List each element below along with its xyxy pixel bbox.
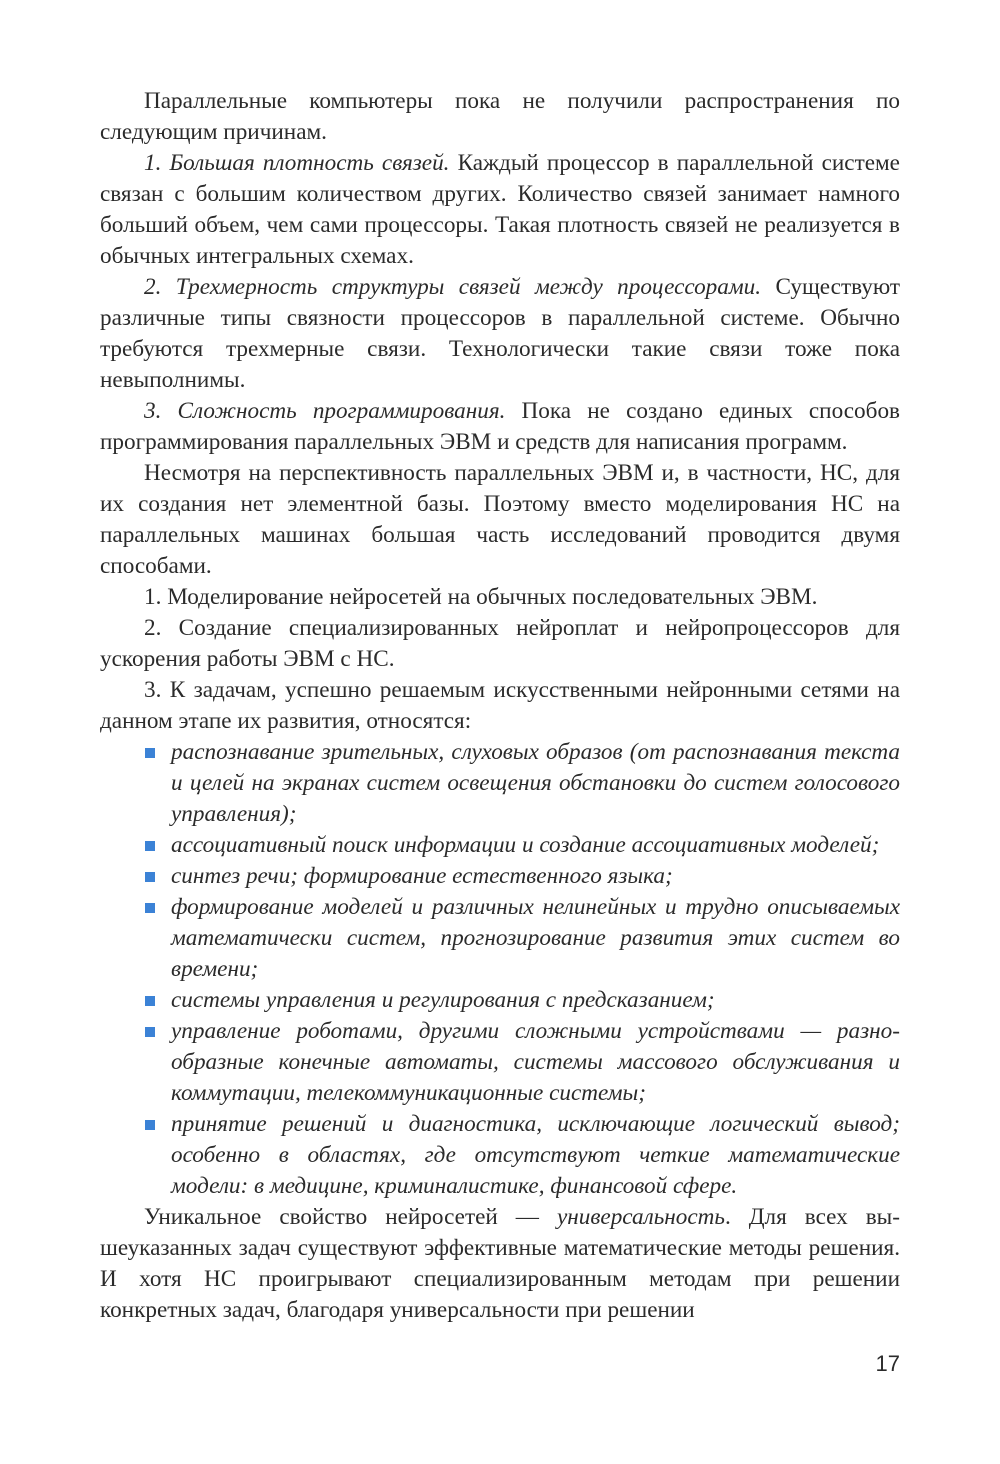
paragraph-element-base: Несмотря на перспективность параллельных ЭВМ и, в частности, НС, для их создания нет элементной базы. Поэтому вместо моделирования НС на параллельных машинах большая часть исследований проводится двумя способами. bbox=[100, 460, 900, 579]
paragraph-reason-2: 2. Трехмерность структуры связей между процессорами. Существуют различные типы связности процессоров в параллельной системе. Обычно требуются трехмерные связи. Технологически такие связи тоже пока невыполнимы. bbox=[100, 274, 900, 393]
paragraph-method-2: 2. Создание специализированных нейроплат и нейропроцессоров для ускорения работы ЭВМ с НС. bbox=[100, 615, 900, 672]
universality-term: универсальность bbox=[556, 1204, 725, 1230]
list-item: формирование моделей и различных нелинейных и трудно описываемых математически систем, прогнозирование развития этих систем во времени; bbox=[100, 892, 900, 985]
reason-3-title: 3. Сложность программирования. bbox=[144, 398, 506, 424]
paragraph-reason-1: 1. Большая плотность связей. Каждый процессор в параллельной системе связан с большим количеством других. Количество связей занимает намного больший объем, чем сами процессоры. Такая плотность связей не реализуется в обычных интегральных схемах. bbox=[100, 150, 900, 269]
bullet-square-icon bbox=[145, 872, 155, 882]
paragraph-tasks-intro: 3. К задачам, успешно решаемым искусственными нейронными сетями на данном этапе их развития, относятся: bbox=[100, 677, 900, 734]
bullet-square-icon bbox=[145, 748, 155, 758]
paragraph-intro: Параллельные компьютеры пока не получили распространения по следующим причинам. bbox=[100, 88, 900, 145]
paragraph-method-1: 1. Моделирование нейросетей на обычных последовательных ЭВМ. bbox=[144, 584, 818, 610]
tasks-list bbox=[100, 737, 900, 1202]
reason-2-title: 2. Трехмерность структуры связей между процессорами. bbox=[144, 274, 762, 300]
bullet-square-icon bbox=[145, 996, 155, 1006]
paragraph-reason-3: 3. Сложность программирования. Пока не создано единых способов программирования параллельных ЭВМ и средств для написания программ. bbox=[100, 398, 900, 455]
bullet-square-icon bbox=[145, 903, 155, 913]
paragraph-universality: Уникальное свойство нейросетей — универсальность. Для всех вышеуказанных задач существуют эффективные математические методы решения. И хотя НС проигрывают специализированным методам при решении конкретных задач, благодаря универсальности при решении bbox=[100, 1204, 900, 1323]
page-body bbox=[100, 86, 900, 1326]
list-item: ассоциативный поиск информации и создание ассоциативных моделей; bbox=[100, 830, 900, 861]
list-item: принятие решений и диагностика, исключающие логический вывод; особенно в областях, где отсутствуют четкие математические модели: в медицине, криминалистике, финансовой сфере. bbox=[100, 1109, 900, 1202]
reason-1-title: 1. Большая плотность связей. bbox=[144, 150, 450, 176]
list-item: синтез речи; формирование естественного языка; bbox=[100, 861, 900, 892]
list-item: системы управления и регулирования с предсказанием; bbox=[100, 985, 900, 1016]
list-item: распознавание зрительных, слуховых образов (от распознавания текста и целей на экранах систем освещения обстановки до систем голосового управления); bbox=[100, 737, 900, 830]
page-number: 17 bbox=[875, 1351, 900, 1376]
bullet-square-icon bbox=[145, 1027, 155, 1037]
bullet-square-icon bbox=[145, 841, 155, 851]
list-item: управление роботами, другими сложными устройствами — разнообразные конечные автоматы, системы массового обслуживания и коммутации, телекоммуникационные системы; bbox=[100, 1016, 900, 1109]
bullet-square-icon bbox=[145, 1120, 155, 1130]
